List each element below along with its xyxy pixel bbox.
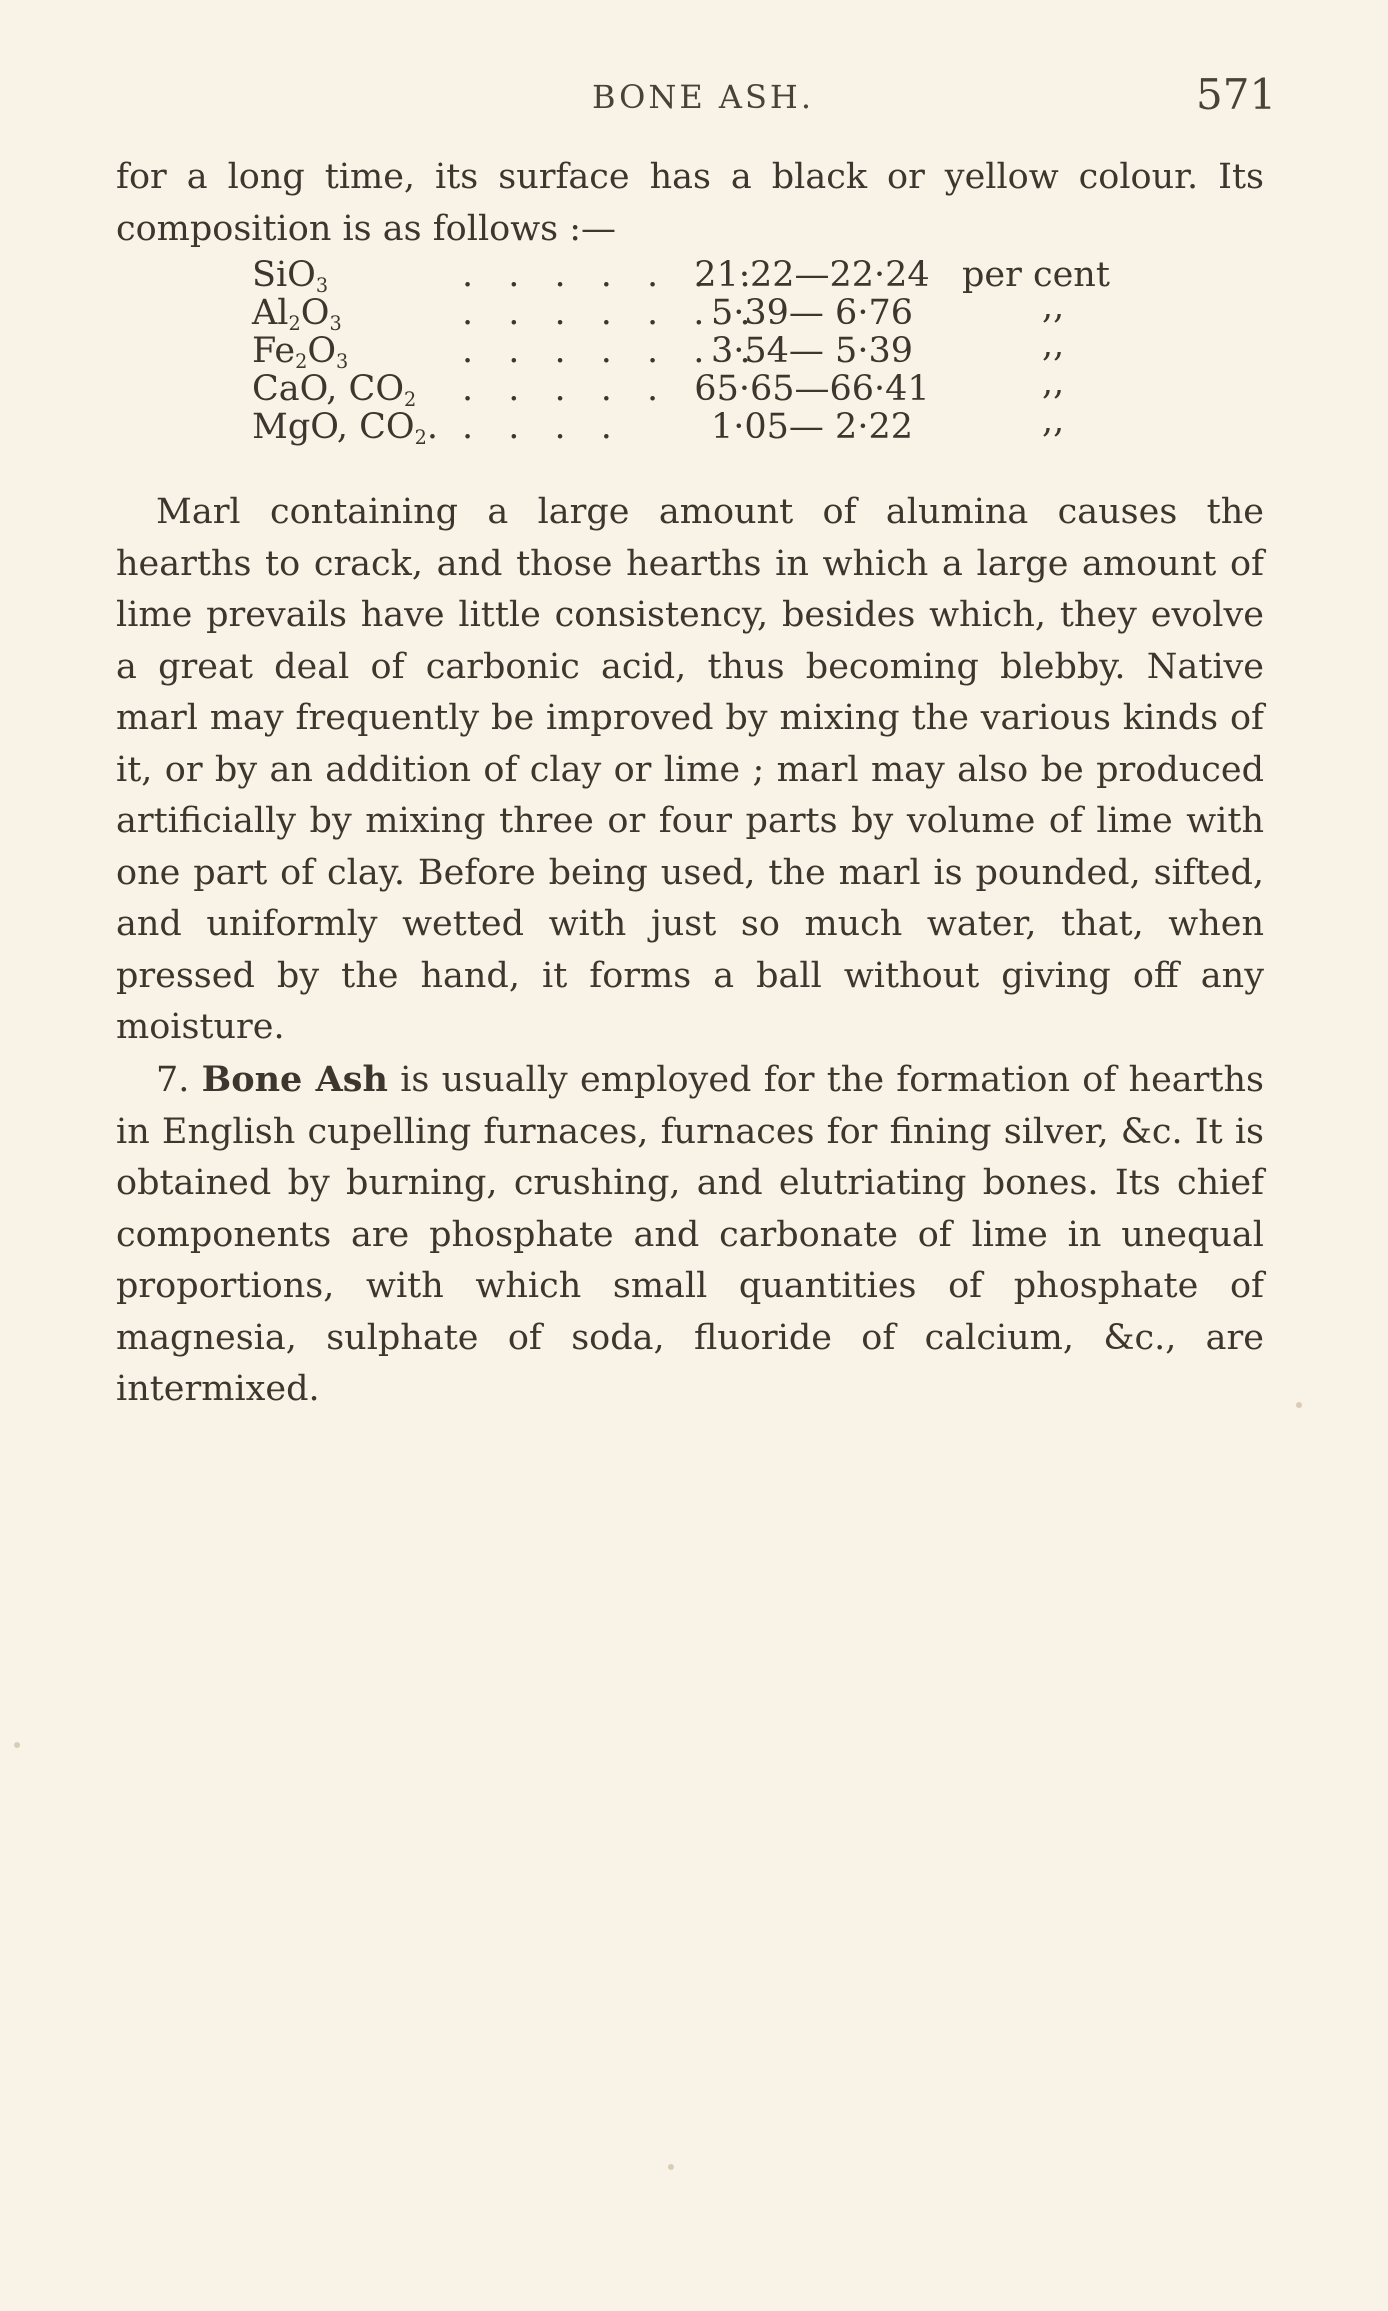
formula: $Al_2O_3$ [252,293,342,335]
leader-dots: . . . . [462,407,624,447]
section-text: is usually employed for the formation of hearths in English cupelling furnaces, furnaces for fining silver, &c. It is obtained by burning, crushing, and elutriating bones. Its chief components are phosphate and carbonate of lime in unequal proportions, with which small quantities of phosphate of magnesia, sulphate of soda, fluoride of calcium, &c., are intermixed. [116,1060,1264,1409]
intro-paragraph: for a long time, its surface has a black or yellow colour. Its composition is as follows :— [116,157,1264,249]
leader-dots: . . . . . . . [462,255,763,295]
header-title: BONE ASH. [592,78,814,116]
ditto-mark: ,, [1042,401,1065,441]
ditto-mark: ,, [1042,325,1065,365]
leader-dots: . . . . . [462,369,671,409]
bone-ash-block [116,1054,1264,1416]
marl-block [116,487,1264,1054]
percentage-range: 65·65—66·41 [694,369,930,409]
intro-block [116,152,1264,255]
leader-dots: . . . . . . . [462,293,763,333]
composition-row [252,255,1172,297]
composition-row [252,325,1172,373]
formula: CaO, $CO_2$ [252,369,417,411]
paper-speck [668,2164,674,2170]
formula: MgO, $CO_2$. [252,407,439,449]
paper-speck [14,1742,20,1748]
ditto-mark: ,, [1042,287,1065,327]
section-heading: Bone Ash [201,1059,388,1100]
formula: SiO$_3$ [252,255,329,297]
section-number: 7. [156,1060,190,1100]
percentage-range: 21·22—22·24 [694,255,930,295]
composition-row [252,401,1172,449]
formula: $Fe_2O_3$ [252,331,349,373]
page-number: 571 [1196,70,1277,119]
bone-ash-paragraph [116,1054,1264,1416]
ditto-mark: ,, [1042,363,1065,403]
leader-dots: . . . . . . . [462,331,763,371]
running-header [0,68,1388,124]
composition-row [252,287,1172,335]
percentage-range: 3·54— 5·39 [711,331,913,371]
percentage-range: 1·05— 2·22 [711,407,913,447]
percentage-range: 5·39— 6·76 [711,293,913,333]
composition-row [252,363,1172,411]
unit-label: per cent [962,255,1110,295]
marl-paragraph: Marl containing a large amount of alumina causes the hearths to crack, and those hearths in which a large amount of lime prevails have little consistency, besides which, they evolve a great deal of carbonic acid, thus becoming blebby. Native marl may frequently be improved by mixing the various kinds of it, or by an addition of clay or lime ; marl may also be produced artificially by mixing three or four parts by volume of lime with one part of clay. Before being used, the marl is pounded, sifted, and uniformly wetted with just so much water, that, when pressed by the hand, it forms a ball without giving off any moisture. [116,492,1264,1047]
paper-speck [1296,1402,1302,1408]
